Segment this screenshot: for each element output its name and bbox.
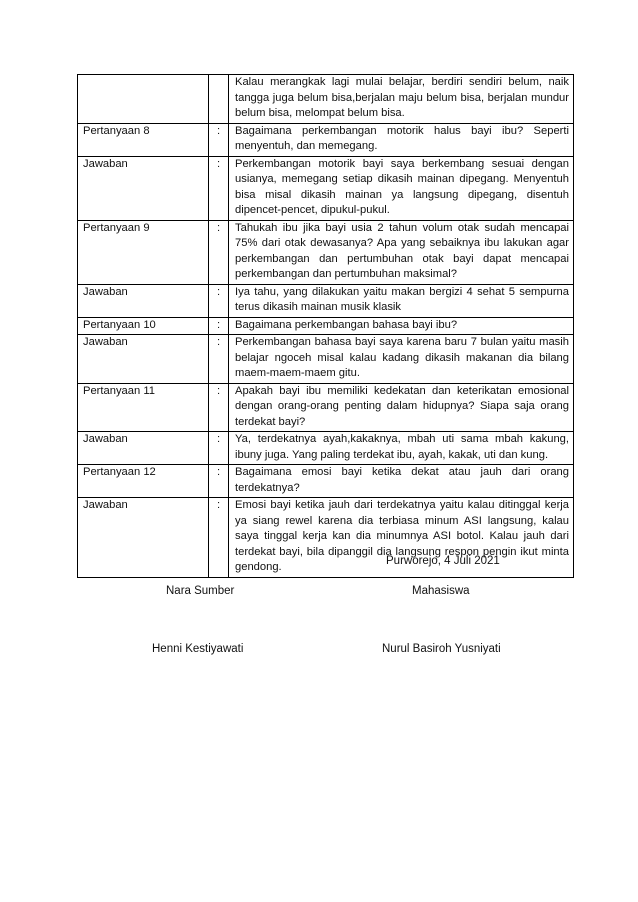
table-row [78, 465, 574, 498]
signatory-role-right: Mahasiswa [412, 585, 470, 597]
row-colon: : [209, 284, 229, 317]
interview-table [77, 74, 574, 578]
row-label: Pertanyaan 9 [78, 220, 209, 284]
signatory-name-left: Henni Kestiyawati [152, 643, 244, 655]
row-label: Pertanyaan 10 [78, 317, 209, 335]
table-row [78, 156, 574, 220]
row-label: Pertanyaan 11 [78, 383, 209, 432]
row-label: Pertanyaan 8 [78, 123, 209, 156]
row-colon [209, 75, 229, 124]
row-text: Bagaimana perkembangan motorik halus bayi ibu? Seperti menyentuh, dan memegang. [229, 123, 574, 156]
table-row [78, 220, 574, 284]
signatory-role-left: Nara Sumber [166, 585, 235, 597]
row-text: Perkembangan motorik bayi saya berkembang sesuai dengan usianya, memegang setiap dikasih mainan dipegang. Menyentuh bisa misal dikasih mainan ya langsung dipegang, disentuh dipencet-pencet, dipukul-pukul. [229, 156, 574, 220]
table-row [78, 432, 574, 465]
place-date: Purworejo, 4 Juli 2021 [386, 555, 500, 567]
row-colon: : [209, 432, 229, 465]
table-row [78, 383, 574, 432]
row-label: Pertanyaan 12 [78, 465, 209, 498]
row-text: Iya tahu, yang dilakukan yaitu makan bergizi 4 sehat 5 sempurna terus dikasih mainan musik klasik [229, 284, 574, 317]
row-text: Bagaimana perkembangan bahasa bayi ibu? [229, 317, 574, 335]
table-row [78, 335, 574, 384]
row-text: Apakah bayi ibu memiliki kedekatan dan keterikatan emosional dengan orang-orang penting dalam hidupnya? Siapa saja orang terdekat bayi? [229, 383, 574, 432]
row-label: Jawaban [78, 432, 209, 465]
table-row [78, 284, 574, 317]
signatory-name-right: Nurul Basiroh Yusniyati [382, 643, 501, 655]
row-text: Emosi bayi ketika jauh dari terdekatnya yaitu kalau ditinggal kerja ya siang rewel karena dia terbiasa minum ASI langsung, kalau saya tinggal kerja kan dia minumnya ASI botol. Kalau jauh dari terdekat bayi, bila dipanggil dia langsung respon pengin ikut minta gendong. [229, 498, 574, 578]
row-text: Tahukah ibu jika bayi usia 2 tahun volum otak sudah mencapai 75% dari otak dewasanya? Apa yang sebaiknya ibu lakukan agar perkembangan dan pertumbuhan otak bayi dapat mencapai perkembangan dan pertumbuhan maksimal? [229, 220, 574, 284]
row-colon: : [209, 123, 229, 156]
table-row [78, 123, 574, 156]
table-row [78, 75, 574, 124]
row-label: Jawaban [78, 498, 209, 578]
row-text: Ya, terdekatnya ayah,kakaknya, mbah uti sama mbah kakung, ibuny juga. Yang paling terdekat ibu, ayah, kakak, uti dan kung. [229, 432, 574, 465]
row-colon: : [209, 335, 229, 384]
row-label: Jawaban [78, 156, 209, 220]
table-row [78, 317, 574, 335]
row-label: Jawaban [78, 284, 209, 317]
row-text: Bagaimana emosi bayi ketika dekat atau jauh dari orang terdekatnya? [229, 465, 574, 498]
row-label [78, 75, 209, 124]
row-text: Perkembangan bahasa bayi saya karena baru 7 bulan yaitu masih belajar ngoceh misal kalau kadang dikasih makanan dia bilang maem-maem-maem gitu. [229, 335, 574, 384]
row-colon: : [209, 498, 229, 578]
row-label: Jawaban [78, 335, 209, 384]
row-colon: : [209, 317, 229, 335]
row-text: Kalau merangkak lagi mulai belajar, berdiri sendiri belum, naik tangga juga belum bisa,berjalan maju belum bisa, berjalan mundur belum bisa, melompat belum bisa. [229, 75, 574, 124]
row-colon: : [209, 156, 229, 220]
row-colon: : [209, 220, 229, 284]
row-colon: : [209, 383, 229, 432]
row-colon: : [209, 465, 229, 498]
